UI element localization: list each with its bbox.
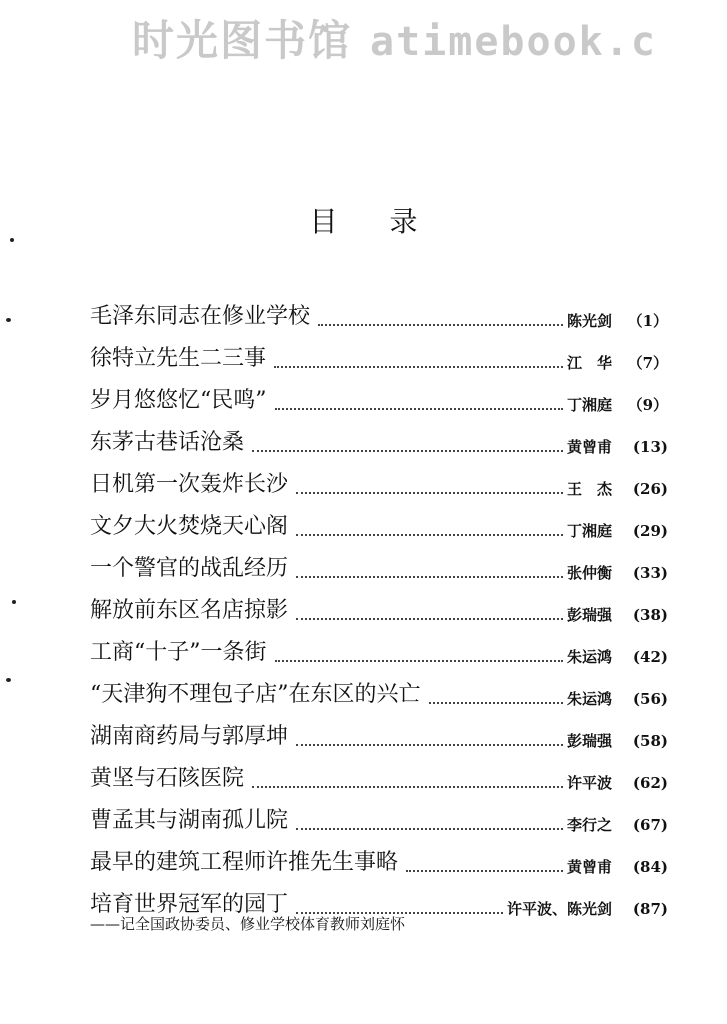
toc-entry[interactable] <box>90 758 668 800</box>
toc-entry[interactable] <box>90 800 668 842</box>
toc-entry-page-number: (62) <box>632 774 668 792</box>
table-of-contents <box>90 296 668 926</box>
toc-entry-page-number: （1） <box>627 312 668 330</box>
toc-entry-leader-dots <box>406 870 563 872</box>
toc-entry[interactable] <box>90 716 668 758</box>
toc-entry-page-number: (42) <box>632 648 668 666</box>
toc-entry-page-number: (87) <box>632 900 668 918</box>
toc-entry-author: 彭瑞强 <box>566 606 612 624</box>
toc-entry-author: 陈光剑 <box>566 312 612 330</box>
toc-entry[interactable] <box>90 464 668 506</box>
toc-entry-title: 东茅古巷话沧桑 <box>90 430 245 455</box>
toc-entry-author: 王 杰 <box>566 480 612 498</box>
toc-entry-title: 黄坚与石陔医院 <box>90 766 245 791</box>
toc-entry-page-number: (58) <box>632 732 668 750</box>
toc-entry-page-number: (13) <box>632 438 668 456</box>
toc-entry-title: 工商“十子”一条街 <box>90 640 267 665</box>
toc-entry-title: 徐特立先生二三事 <box>90 346 267 371</box>
scan-speck <box>6 318 11 322</box>
toc-entry[interactable] <box>90 506 668 548</box>
scan-speck <box>6 678 11 682</box>
toc-entry-page-number: (84) <box>632 858 668 876</box>
toc-entry-page-number: (38) <box>632 606 668 624</box>
toc-entry-author: 彭瑞强 <box>566 732 612 750</box>
toc-entry-page-number: （9） <box>627 396 668 414</box>
toc-entry-author: 朱运鸿 <box>566 690 612 708</box>
toc-entry-title: 毛泽东同志在修业学校 <box>90 304 311 329</box>
toc-entry-leader-dots <box>275 408 563 410</box>
toc-entry[interactable] <box>90 674 668 716</box>
toc-entry-leader-dots <box>274 366 563 368</box>
toc-entry-leader-dots <box>296 828 563 830</box>
toc-entry-page-number: (56) <box>632 690 668 708</box>
toc-entry-title: 湖南商药局与郭厚坤 <box>90 724 289 749</box>
toc-entry-leader-dots <box>296 744 563 746</box>
toc-entry[interactable] <box>90 632 668 674</box>
toc-entry[interactable] <box>90 380 668 422</box>
toc-entry-author: 朱运鸿 <box>566 648 612 666</box>
toc-entry-leader-dots <box>275 660 563 662</box>
watermark-latin: atimebook.c <box>370 19 657 65</box>
toc-entry-author: 李行之 <box>566 816 612 834</box>
page-title: 目录 <box>309 205 470 238</box>
toc-entry-leader-dots <box>429 702 563 704</box>
toc-entry-author: 许平波 <box>566 774 612 792</box>
toc-entry-page-number: (33) <box>632 564 668 582</box>
toc-entry-page-number: （7） <box>627 354 668 372</box>
toc-entry-title: 培育世界冠军的园丁 <box>90 892 289 917</box>
toc-entry-leader-dots <box>296 576 563 578</box>
toc-entry[interactable] <box>90 296 668 338</box>
toc-entry-title: 一个警官的战乱经历 <box>90 556 289 581</box>
toc-entry-title: 岁月悠悠忆“民鸣” <box>90 388 267 413</box>
toc-entry[interactable] <box>90 590 668 632</box>
toc-entry-title: 日机第一次轰炸长沙 <box>90 472 289 497</box>
toc-entry[interactable] <box>90 422 668 464</box>
toc-entry-title: 曹孟其与湖南孤儿院 <box>90 808 289 833</box>
toc-entry-leader-dots <box>252 786 563 788</box>
toc-entry-author: 丁湘庭 <box>566 396 612 414</box>
toc-entry-page-number: (67) <box>632 816 668 834</box>
toc-entry-author: 黄曾甫 <box>566 858 612 876</box>
toc-entry-leader-dots <box>296 534 563 536</box>
toc-entry-title: 文夕大火焚烧天心阁 <box>90 514 289 539</box>
toc-entry-page-number: (29) <box>632 522 668 540</box>
toc-entry-leader-dots <box>296 492 563 494</box>
watermark-chinese: 时光图书馆 <box>132 16 353 65</box>
toc-entry-title: 解放前东区名店掠影 <box>90 598 289 623</box>
toc-entry-title: “天津狗不理包子店”在东区的兴亡 <box>90 682 421 707</box>
toc-entry-title: 最早的建筑工程师许推先生事略 <box>90 850 399 875</box>
toc-entry[interactable] <box>90 338 668 380</box>
toc-entry-author: 黄曾甫 <box>566 438 612 456</box>
scan-speck <box>12 600 16 604</box>
toc-entry-author: 丁湘庭 <box>566 522 612 540</box>
toc-entry-page-number: (26) <box>632 480 668 498</box>
toc-entry-leader-dots <box>318 324 563 326</box>
toc-entry[interactable] <box>90 842 668 884</box>
toc-entry-leader-dots <box>252 450 563 452</box>
toc-entry-author: 许平波、陈光剑 <box>506 900 612 918</box>
toc-entry-author: 张仲衡 <box>566 564 612 582</box>
toc-entry[interactable] <box>90 548 668 590</box>
scan-speck <box>10 238 14 242</box>
watermark <box>132 8 657 68</box>
toc-entry-author: 江 华 <box>566 354 612 372</box>
toc-entry-leader-dots <box>296 618 563 620</box>
last-entry-subtitle: ——记全国政协委员、修业学校体育教师刘庭怀 <box>90 915 406 933</box>
